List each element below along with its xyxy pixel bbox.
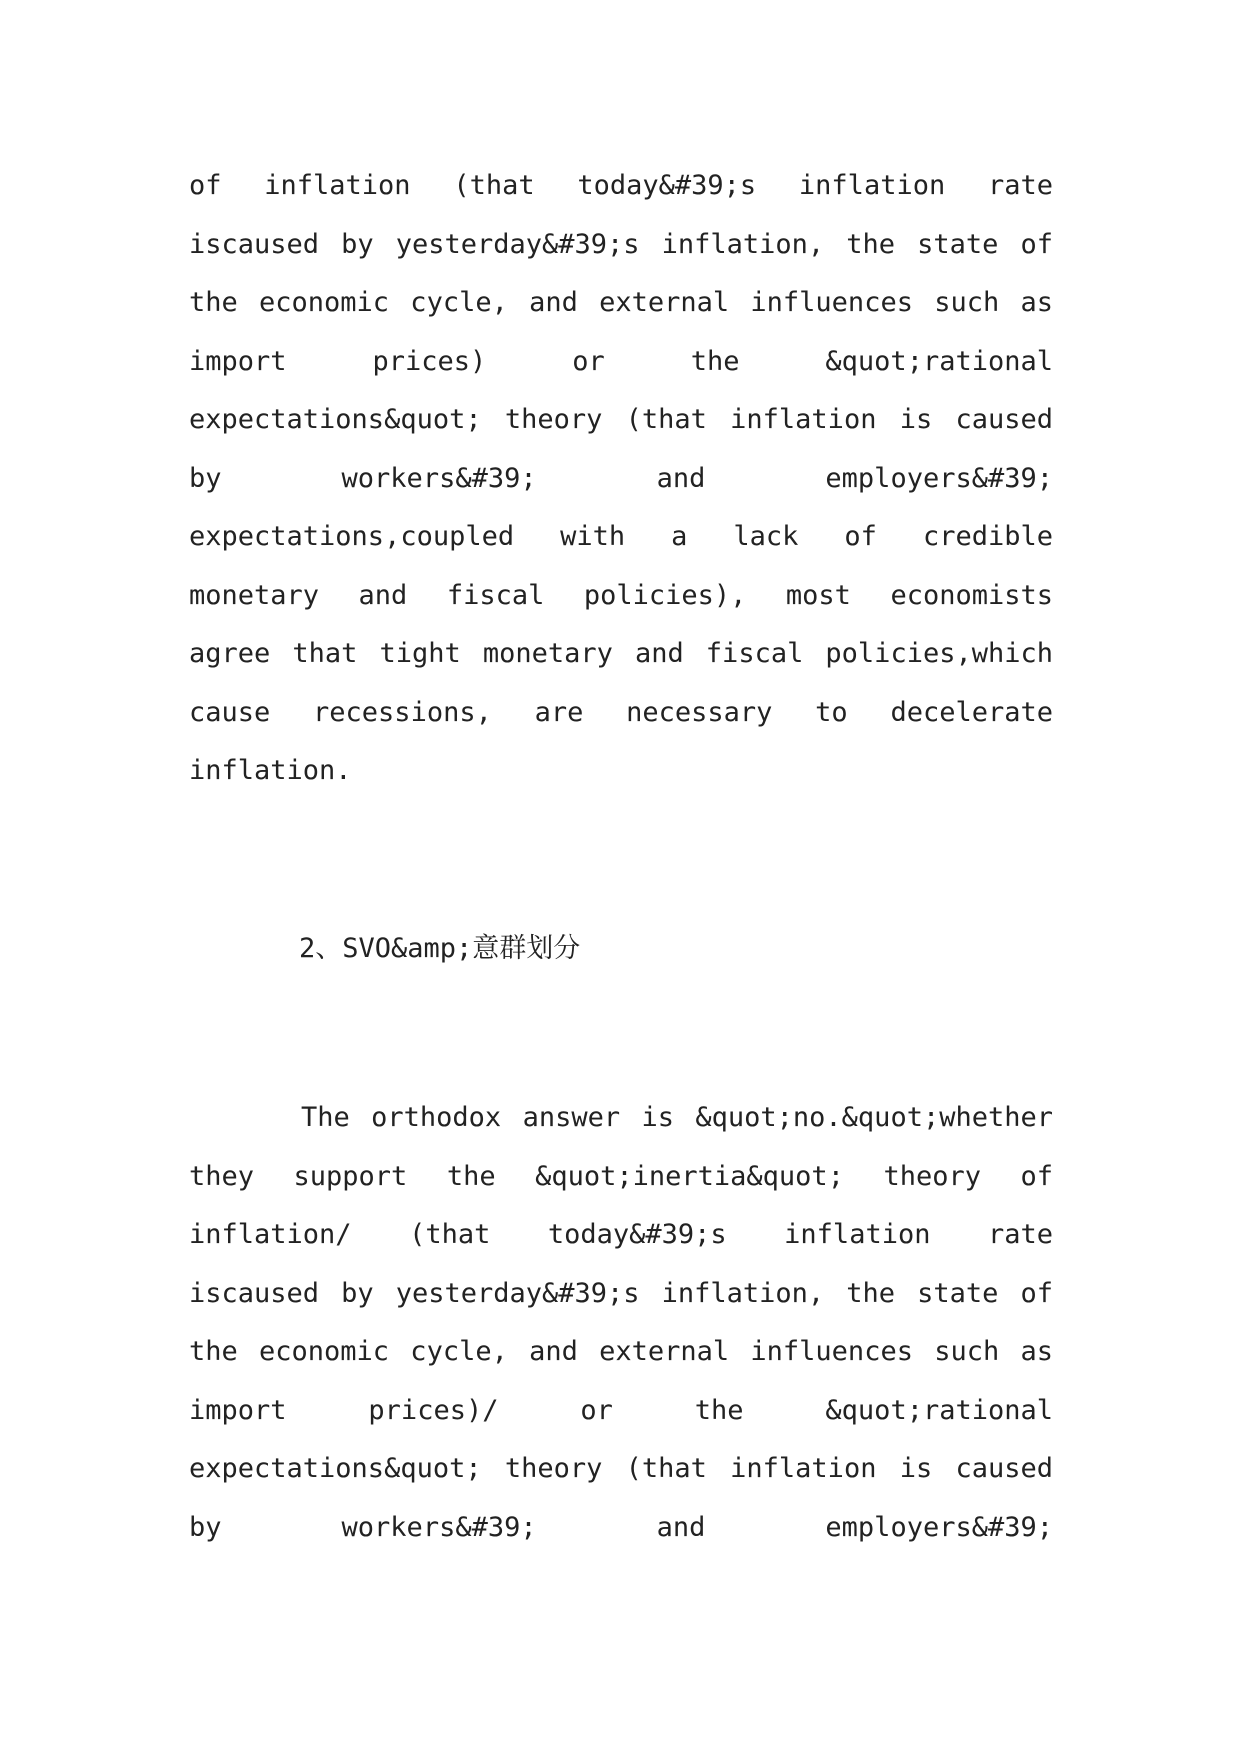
paragraph-1 (189, 157, 1053, 801)
text-line: the economic cycle, and external influences such as (189, 287, 1053, 318)
text-line: by workers&#39; and employers&#39; (189, 462, 1053, 494)
text-line: iscaused by yesterday&#39;s inflation, the state of (189, 228, 1053, 260)
text-line: expectations,coupled with a lack of credible (189, 521, 1053, 552)
text-line: by workers&#39; and employers&#39; (189, 1511, 1053, 1543)
text-line: iscaused by yesterday&#39;s inflation, the state of (189, 1277, 1053, 1309)
text-line: expectations&quot; theory (that inflation is caused (189, 404, 1053, 435)
text-line: import prices)/ or the &quot;rational (189, 1394, 1053, 1426)
text-line: import prices) or the &quot;rational (189, 345, 1053, 377)
text-line: agree that tight monetary and fiscal policies,which (189, 638, 1053, 669)
text-line: expectations&quot; theory (that inflation is caused (189, 1453, 1053, 1484)
text-line: inflation. (189, 755, 352, 786)
text-line: they support the &quot;inertia&quot; theory of (189, 1160, 1053, 1192)
text-line: cause recessions, are necessary to decelerate (189, 696, 1053, 728)
text-line: monetary and fiscal policies), most economists (189, 579, 1053, 611)
text-line: inflation/ (that today&#39;s inflation rate (189, 1219, 1053, 1250)
text-line: the economic cycle, and external influences such as (189, 1336, 1053, 1367)
paragraph-2 (189, 1089, 1053, 1557)
section-heading: 2、SVO&amp;意群划分 (299, 933, 581, 964)
text-line: The orthodox answer is &quot;no.&quot;whether (301, 1102, 1053, 1133)
text-line: of inflation (that today&#39;s inflation rate (189, 170, 1053, 201)
